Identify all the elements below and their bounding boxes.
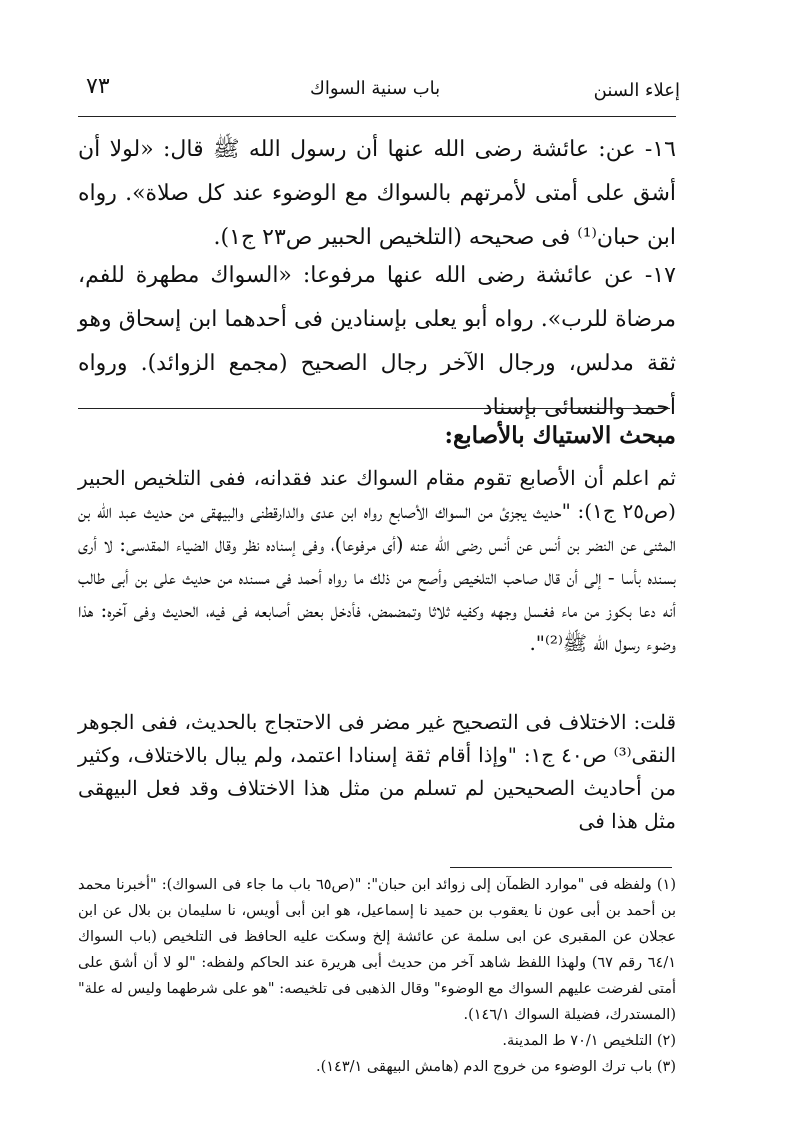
footnote-3: (٣) باب ترك الوضوء من خروج الدم (هامش البيهقى ١٤٣/١).: [315, 1059, 676, 1075]
header-rule: [78, 116, 676, 117]
footnote-2: (٢) التلخيص ٧٠/١ ط المدينة.: [502, 1033, 676, 1049]
page-header: [80, 74, 680, 110]
section-paragraph-1: ثم اعلم أن الأصابع تقوم مقام السواك عند فقدانه، ففى التلخيص الحبير (ص٢٥ ج١): "حديث يجزئ من السواك الأصابع رواه ابن عدى والدارقطنى والبيهقى من حديث عبد الله بن المثنى عن النضر بن أنس عن أنس رضى الله عنه (أى مرفوعا)، وفى إسناده نظر وقال الضياء المقدسى: لا أرى بسنده بأسا - إلى أن قال صاحب التلخيص وأصح من ذلك ما رواه أحمد فى مسنده من حديث على بن أبى طالب أنه دعا بكوز من ماء فغسل وجهه وكفيه ثلاثا وتمضمض، فأدخل بعض أصابعه فى فيه، الحديث وفى آخره: هذا وضوء رسول الله ﷺ⁽²⁾".: [78, 466, 676, 655]
hadith-16: ١٦- عن: عائشة رضى الله عنها أن رسول الله ﷺ قال: «لولا أن أشق على أمتى لأمرتهم بالسواك مع الوضوء عند كل صلاة». رواه ابن حبان⁽¹⁾ فى صحيحه (التلخيص الحبير ص٢٣ ج١).: [78, 137, 676, 250]
page-number: ٧٣: [86, 74, 110, 99]
footnotes: [78, 872, 676, 1080]
section-paragraph-2: قلت: الاختلاف فى التصحيح غير مضر فى الاحتجاج بالحديث، ففى الجوهر النقى⁽³⁾ ص٤٠ ج١: "وإذا أقام ثقة إسنادا اعتمد، ولم يبال بالاختلاف، وكثير من أحاديث الصحيحين لم تسلم من مثل هذا الاختلاف وقد فعل البيهقى مثل هذا فى: [78, 710, 676, 833]
footnote-rule: [450, 867, 672, 868]
section-heading: مبحث الاستياك بالأصابع:: [444, 422, 676, 449]
footnote-1: (١) ولفظه فى "موارد الظمآن إلى زوائد ابن حبان": "(ص٦٥ باب ما جاء فى السواك): "أخبرنا محمد بن أحمد بن أبى عون نا يعقوب بن حميد نا إسماعيل، هو ابن أبى أويس، نا سليمان بن بلال عن ابن عجلان عن المقبرى عن ابى سلمة عن عائشة إلخ وسكت عليه الحافظ فى التلخيص (باب السواك ٦٤/١ رقم ٦٧) ولهذا اللفظ شاهد آخر من حديث أبى هريرة عند الحاكم ولفظه: "لو لا أن أشق على أمتى لفرضت عليهم السواك مع الوضوء" وقال الذهبى فى تلخيصه: "هو على شرطهما وليس له علة" (المستدرك، فضيلة السواك ١٤٦/١).: [78, 877, 676, 1023]
hadith-17: ١٧- عن عائشة رضى الله عنها مرفوعا: «السواك مطهرة للفم، مرضاة للرب». رواه أبو يعلى بإسنادين فى أحدهما ابن إسحاق وهو ثقة مدلس، ورجال الآخر رجال الصحيح (مجمع الزوائد). ورواه أحمد والنسائى بإسناد: [78, 263, 676, 420]
chapter-title: باب سنية السواك: [310, 78, 441, 99]
book-title: إعلاء السنن: [593, 80, 680, 101]
section-divider: [78, 408, 670, 409]
